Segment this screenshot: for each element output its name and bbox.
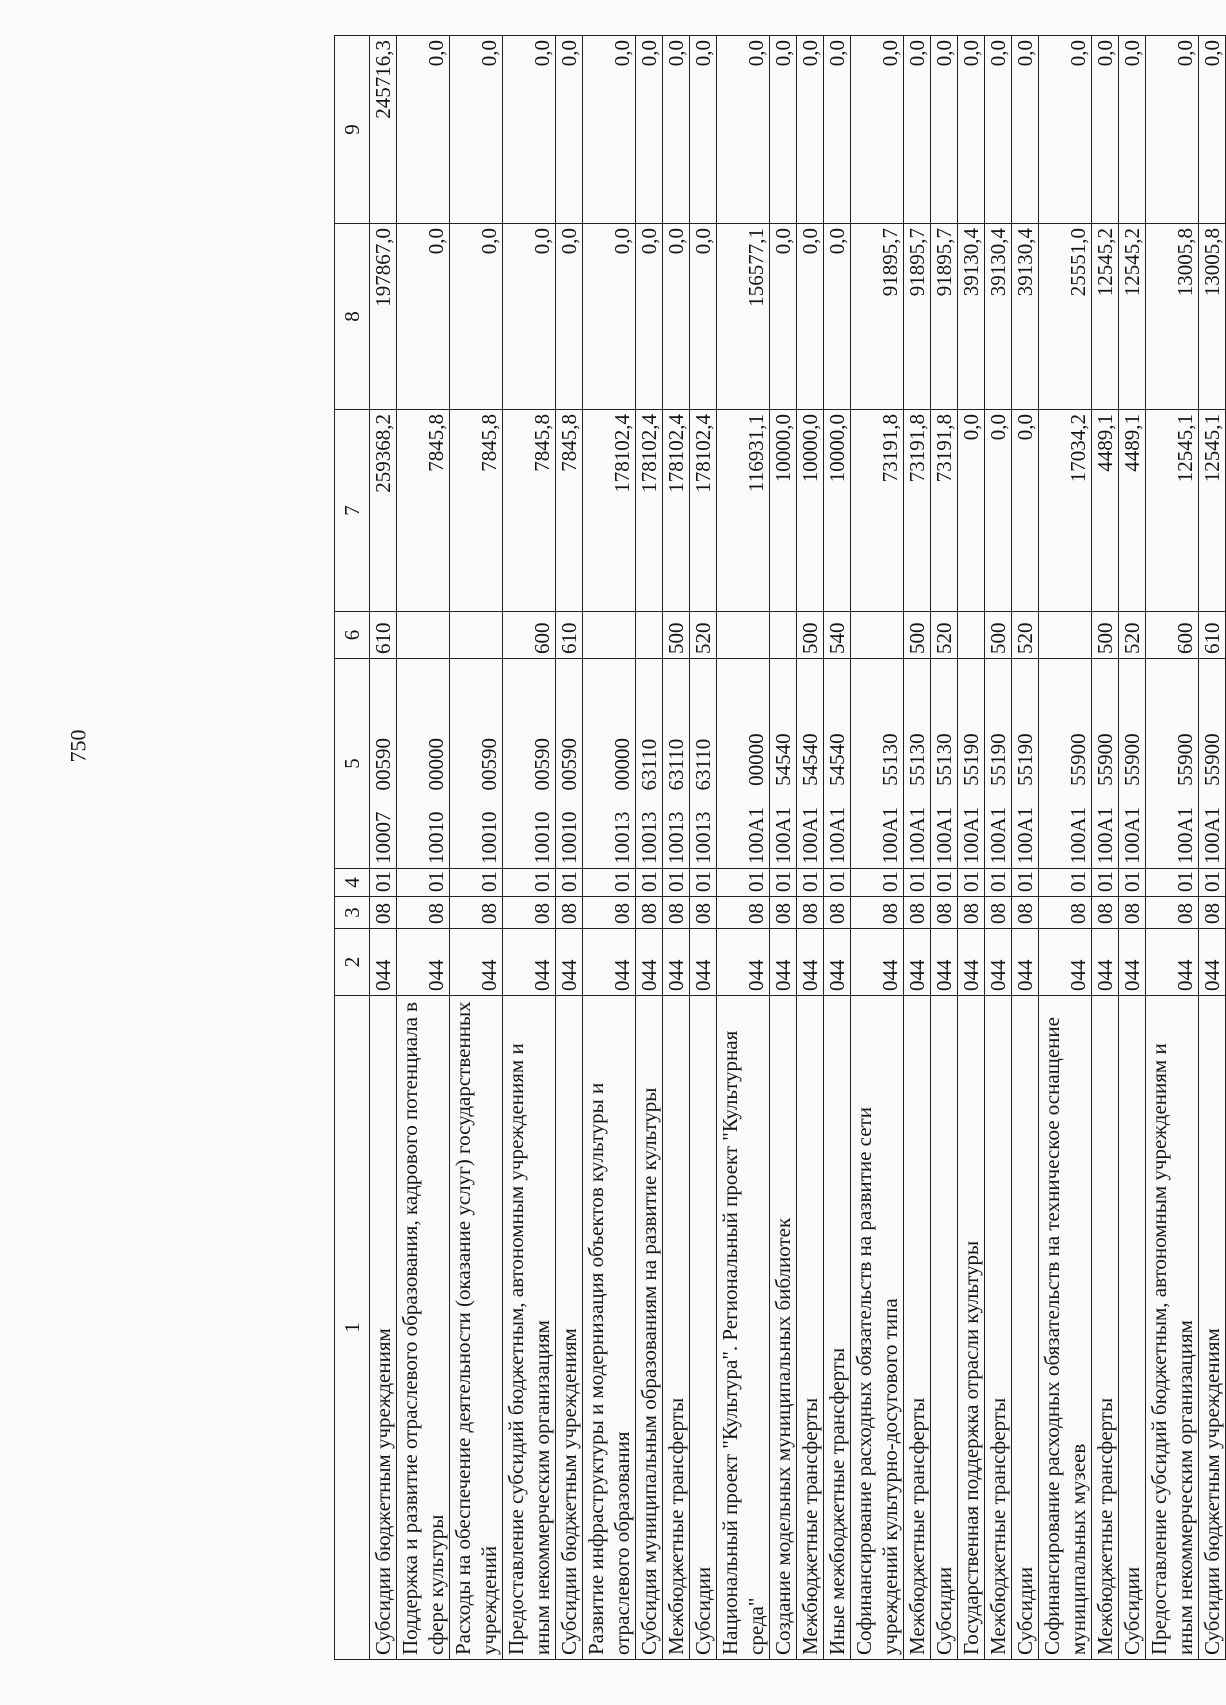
cell-col2: 044 <box>904 929 931 996</box>
cell-col8: 0,0 <box>397 224 450 410</box>
cell-col2: 044 <box>583 929 636 996</box>
cell-col9: 0,0 <box>931 36 958 224</box>
cell-col3: 08 <box>985 897 1012 929</box>
cell-col6: 500 <box>985 612 1012 659</box>
cell-col5: 100A1 55130 <box>931 659 958 869</box>
table-row <box>717 36 770 1660</box>
row-name: Субсидии <box>1012 996 1039 1660</box>
cell-col5: 100A1 55130 <box>904 659 931 869</box>
cell-col6 <box>450 612 503 659</box>
table-row <box>397 36 450 1660</box>
cell-col3: 08 <box>1039 897 1092 929</box>
table-row <box>556 36 583 1660</box>
cell-col8: 0,0 <box>636 224 663 410</box>
cell-col5: 100A1 54540 <box>770 659 797 869</box>
cell-col7: 10000,0 <box>797 410 824 612</box>
row-name: Национальный проект "Культура". Региональный проект "Культурная среда" <box>717 996 770 1660</box>
row-name: Субсидии <box>690 996 717 1660</box>
row-name: Субсидии <box>1119 996 1146 1660</box>
cell-col4: 01 <box>931 869 958 897</box>
table-row <box>958 36 985 1660</box>
cell-col7: 178102,4 <box>663 410 690 612</box>
column-header: 9 <box>335 36 370 224</box>
cell-col6: 540 <box>824 612 851 659</box>
cell-col8: 91895,7 <box>904 224 931 410</box>
cell-col9: 0,0 <box>503 36 556 224</box>
row-name: Субсидии бюджетным учреждениям <box>1199 996 1226 1660</box>
cell-col9: 0,0 <box>1199 36 1226 224</box>
row-name: Межбюджетные трансферты <box>985 996 1012 1660</box>
cell-col4: 01 <box>397 869 450 897</box>
cell-col5: 10010 00590 <box>450 659 503 869</box>
cell-col7: 7845,8 <box>503 410 556 612</box>
cell-col6 <box>636 612 663 659</box>
cell-col4: 01 <box>770 869 797 897</box>
cell-col3: 08 <box>931 897 958 929</box>
cell-col8: 156577,1 <box>717 224 770 410</box>
cell-col3: 08 <box>690 897 717 929</box>
table-row <box>663 36 690 1660</box>
table-row <box>690 36 717 1660</box>
cell-col9: 0,0 <box>1012 36 1039 224</box>
cell-col2: 044 <box>503 929 556 996</box>
cell-col3: 08 <box>958 897 985 929</box>
row-name: Софинансирование расходных обязательств на техническое оснащение муниципальных музеев <box>1039 996 1092 1660</box>
cell-col8: 0,0 <box>690 224 717 410</box>
cell-col6: 520 <box>690 612 717 659</box>
column-header: 6 <box>335 612 370 659</box>
cell-col6 <box>851 612 904 659</box>
cell-col3: 08 <box>824 897 851 929</box>
cell-col7: 0,0 <box>985 410 1012 612</box>
cell-col6: 520 <box>931 612 958 659</box>
cell-col9: 0,0 <box>797 36 824 224</box>
cell-col4: 01 <box>797 869 824 897</box>
cell-col2: 044 <box>1146 929 1199 996</box>
cell-col4: 01 <box>690 869 717 897</box>
table-row <box>851 36 904 1660</box>
cell-col4: 01 <box>958 869 985 897</box>
column-header: 3 <box>335 897 370 929</box>
cell-col9: 0,0 <box>958 36 985 224</box>
cell-col9: 0,0 <box>1039 36 1092 224</box>
cell-col7: 12545,1 <box>1146 410 1199 612</box>
cell-col2: 044 <box>824 929 851 996</box>
cell-col7: 7845,8 <box>397 410 450 612</box>
cell-col2: 044 <box>450 929 503 996</box>
cell-col7: 259368,2 <box>370 410 397 612</box>
cell-col6: 520 <box>1119 612 1146 659</box>
table-row <box>583 36 636 1660</box>
cell-col5: 10010 00590 <box>503 659 556 869</box>
cell-col9: 0,0 <box>770 36 797 224</box>
row-name: Межбюджетные трансферты <box>797 996 824 1660</box>
rotated-table-block <box>334 36 1224 1660</box>
cell-col4: 01 <box>556 869 583 897</box>
table-row <box>370 36 397 1660</box>
cell-col7: 0,0 <box>1012 410 1039 612</box>
row-name: Межбюджетные трансферты <box>663 996 690 1660</box>
cell-col2: 044 <box>1092 929 1119 996</box>
cell-col7: 0,0 <box>958 410 985 612</box>
cell-col8: 12545,2 <box>1119 224 1146 410</box>
cell-col9: 0,0 <box>851 36 904 224</box>
cell-col9: 0,0 <box>636 36 663 224</box>
cell-col8: 0,0 <box>503 224 556 410</box>
row-name: Развитие инфраструктуры и модернизация объектов культуры и отраслевого образования <box>583 996 636 1660</box>
cell-col6: 500 <box>904 612 931 659</box>
cell-col2: 044 <box>958 929 985 996</box>
row-name: Предоставление субсидий бюджетным, автономным учреждениям и иным некоммерческим организациям <box>1146 996 1199 1660</box>
row-name: Субсидии <box>931 996 958 1660</box>
cell-col5: 100A1 55190 <box>958 659 985 869</box>
cell-col7: 10000,0 <box>824 410 851 612</box>
cell-col4: 01 <box>370 869 397 897</box>
cell-col9: 0,0 <box>663 36 690 224</box>
cell-col6: 610 <box>370 612 397 659</box>
row-name: Субсидии бюджетным учреждениям <box>370 996 397 1660</box>
cell-col6 <box>958 612 985 659</box>
cell-col3: 08 <box>397 897 450 929</box>
cell-col4: 01 <box>1039 869 1092 897</box>
table-row <box>770 36 797 1660</box>
cell-col4: 01 <box>450 869 503 897</box>
cell-col2: 044 <box>985 929 1012 996</box>
cell-col3: 08 <box>583 897 636 929</box>
cell-col6 <box>717 612 770 659</box>
cell-col8: 13005,8 <box>1199 224 1226 410</box>
cell-col3: 08 <box>636 897 663 929</box>
cell-col9: 0,0 <box>824 36 851 224</box>
cell-col9: 245716,3 <box>370 36 397 224</box>
cell-col3: 08 <box>851 897 904 929</box>
cell-col3: 08 <box>770 897 797 929</box>
table-row <box>503 36 556 1660</box>
row-name: Межбюджетные трансферты <box>904 996 931 1660</box>
cell-col5: 100A1 55900 <box>1146 659 1199 869</box>
table-row <box>931 36 958 1660</box>
cell-col8: 91895,7 <box>931 224 958 410</box>
cell-col2: 044 <box>397 929 450 996</box>
cell-col6: 600 <box>503 612 556 659</box>
cell-col4: 01 <box>1012 869 1039 897</box>
table-row <box>1039 36 1092 1660</box>
cell-col5: 100A1 55900 <box>1119 659 1146 869</box>
cell-col9: 0,0 <box>717 36 770 224</box>
budget-table <box>334 35 1226 1660</box>
cell-col3: 08 <box>717 897 770 929</box>
cell-col7: 7845,8 <box>450 410 503 612</box>
row-name: Субсидии бюджетным учреждениям <box>556 996 583 1660</box>
cell-col2: 044 <box>556 929 583 996</box>
cell-col4: 01 <box>1119 869 1146 897</box>
cell-col2: 044 <box>1012 929 1039 996</box>
cell-col5: 100A1 55900 <box>1039 659 1092 869</box>
cell-col7: 73191,8 <box>931 410 958 612</box>
cell-col8: 0,0 <box>556 224 583 410</box>
cell-col3: 08 <box>1119 897 1146 929</box>
cell-col7: 116931,1 <box>717 410 770 612</box>
row-name: Субсидия муниципальным образованиям на развитие культуры <box>636 996 663 1660</box>
cell-col4: 01 <box>904 869 931 897</box>
column-header: 1 <box>335 996 370 1660</box>
cell-col8: 0,0 <box>663 224 690 410</box>
cell-col7: 73191,8 <box>851 410 904 612</box>
cell-col6: 500 <box>663 612 690 659</box>
cell-col6: 610 <box>556 612 583 659</box>
header-row <box>335 36 370 1660</box>
cell-col3: 08 <box>450 897 503 929</box>
cell-col8: 25551,0 <box>1039 224 1092 410</box>
cell-col4: 01 <box>824 869 851 897</box>
cell-col6: 520 <box>1012 612 1039 659</box>
column-header: 8 <box>335 224 370 410</box>
cell-col6: 500 <box>1092 612 1119 659</box>
cell-col3: 08 <box>370 897 397 929</box>
cell-col5: 100A1 00000 <box>717 659 770 869</box>
cell-col3: 08 <box>556 897 583 929</box>
cell-col4: 01 <box>985 869 1012 897</box>
cell-col7: 4489,1 <box>1119 410 1146 612</box>
cell-col4: 01 <box>851 869 904 897</box>
cell-col7: 12545,1 <box>1199 410 1226 612</box>
row-name: Межбюджетные трансферты <box>1092 996 1119 1660</box>
table-row <box>985 36 1012 1660</box>
row-name: Расходы на обеспечение деятельности (оказание услуг) государственных учреждений <box>450 996 503 1660</box>
cell-col9: 0,0 <box>1146 36 1199 224</box>
cell-col2: 044 <box>770 929 797 996</box>
cell-col6: 610 <box>1199 612 1226 659</box>
cell-col9: 0,0 <box>450 36 503 224</box>
table-row <box>450 36 503 1660</box>
cell-col5: 10013 63110 <box>636 659 663 869</box>
column-header: 5 <box>335 659 370 869</box>
cell-col5: 10013 63110 <box>663 659 690 869</box>
cell-col2: 044 <box>690 929 717 996</box>
cell-col8: 0,0 <box>797 224 824 410</box>
row-name: Предоставление субсидий бюджетным, автономным учреждениям и иным некоммерческим организациям <box>503 996 556 1660</box>
cell-col6 <box>583 612 636 659</box>
cell-col7: 178102,4 <box>690 410 717 612</box>
cell-col5: 10007 00590 <box>370 659 397 869</box>
cell-col2: 044 <box>1119 929 1146 996</box>
cell-col2: 044 <box>797 929 824 996</box>
cell-col7: 10000,0 <box>770 410 797 612</box>
cell-col9: 0,0 <box>556 36 583 224</box>
cell-col5: 10010 00000 <box>397 659 450 869</box>
cell-col8: 0,0 <box>824 224 851 410</box>
cell-col3: 08 <box>797 897 824 929</box>
page-number: 750 <box>65 729 91 763</box>
cell-col9: 0,0 <box>1119 36 1146 224</box>
cell-col8: 12545,2 <box>1092 224 1119 410</box>
cell-col8: 39130,4 <box>958 224 985 410</box>
cell-col6: 600 <box>1146 612 1199 659</box>
cell-col3: 08 <box>904 897 931 929</box>
cell-col8: 13005,8 <box>1146 224 1199 410</box>
cell-col5: 100A1 55130 <box>851 659 904 869</box>
cell-col2: 044 <box>370 929 397 996</box>
table-row <box>824 36 851 1660</box>
row-name: Государственная поддержка отрасли культуры <box>958 996 985 1660</box>
cell-col7: 178102,4 <box>636 410 663 612</box>
table-row <box>636 36 663 1660</box>
cell-col9: 0,0 <box>985 36 1012 224</box>
cell-col9: 0,0 <box>583 36 636 224</box>
cell-col5: 100A1 54540 <box>824 659 851 869</box>
table-row <box>1119 36 1146 1660</box>
table-row <box>1012 36 1039 1660</box>
cell-col9: 0,0 <box>690 36 717 224</box>
cell-col2: 044 <box>663 929 690 996</box>
cell-col8: 0,0 <box>583 224 636 410</box>
table-row <box>1146 36 1199 1660</box>
cell-col5: 100A1 55900 <box>1199 659 1226 869</box>
cell-col9: 0,0 <box>904 36 931 224</box>
cell-col2: 044 <box>717 929 770 996</box>
cell-col8: 197867,0 <box>370 224 397 410</box>
row-name: Иные межбюджетные трансферты <box>824 996 851 1660</box>
cell-col4: 01 <box>583 869 636 897</box>
cell-col9: 0,0 <box>1092 36 1119 224</box>
cell-col4: 01 <box>663 869 690 897</box>
cell-col7: 17034,2 <box>1039 410 1092 612</box>
cell-col5: 10010 00590 <box>556 659 583 869</box>
cell-col7: 7845,8 <box>556 410 583 612</box>
cell-col5: 100A1 54540 <box>797 659 824 869</box>
cell-col2: 044 <box>636 929 663 996</box>
table-row <box>1092 36 1119 1660</box>
column-header: 7 <box>335 410 370 612</box>
row-name: Создание модельных муниципальных библиотек <box>770 996 797 1660</box>
cell-col4: 01 <box>636 869 663 897</box>
cell-col4: 01 <box>1146 869 1199 897</box>
cell-col9: 0,0 <box>397 36 450 224</box>
cell-col8: 91895,7 <box>851 224 904 410</box>
cell-col3: 08 <box>1199 897 1226 929</box>
cell-col4: 01 <box>1199 869 1226 897</box>
cell-col8: 39130,4 <box>985 224 1012 410</box>
cell-col7: 178102,4 <box>583 410 636 612</box>
cell-col4: 01 <box>503 869 556 897</box>
row-name: Поддержка и развитие отраслевого образования, кадрового потенциала в сфере культуры <box>397 996 450 1660</box>
cell-col2: 044 <box>851 929 904 996</box>
cell-col2: 044 <box>931 929 958 996</box>
cell-col5: 100A1 55190 <box>1012 659 1039 869</box>
cell-col2: 044 <box>1199 929 1226 996</box>
cell-col8: 0,0 <box>770 224 797 410</box>
cell-col6 <box>397 612 450 659</box>
cell-col5: 10013 63110 <box>690 659 717 869</box>
cell-col3: 08 <box>1012 897 1039 929</box>
cell-col3: 08 <box>1146 897 1199 929</box>
cell-col6 <box>1039 612 1092 659</box>
cell-col3: 08 <box>1092 897 1119 929</box>
column-header: 2 <box>335 929 370 996</box>
cell-col2: 044 <box>1039 929 1092 996</box>
column-header: 4 <box>335 869 370 897</box>
cell-col8: 0,0 <box>450 224 503 410</box>
cell-col6 <box>770 612 797 659</box>
cell-col6: 500 <box>797 612 824 659</box>
cell-col3: 08 <box>503 897 556 929</box>
cell-col8: 39130,4 <box>1012 224 1039 410</box>
cell-col5: 10013 00000 <box>583 659 636 869</box>
table-row <box>1199 36 1226 1660</box>
cell-col4: 01 <box>1092 869 1119 897</box>
row-name: Софинансирование расходных обязательств на развитие сети учреждений культурно-досугового типа <box>851 996 904 1660</box>
cell-col7: 4489,1 <box>1092 410 1119 612</box>
cell-col5: 100A1 55190 <box>985 659 1012 869</box>
cell-col4: 01 <box>717 869 770 897</box>
cell-col7: 73191,8 <box>904 410 931 612</box>
cell-col5: 100A1 55900 <box>1092 659 1119 869</box>
cell-col3: 08 <box>663 897 690 929</box>
table-row <box>797 36 824 1660</box>
table-row <box>904 36 931 1660</box>
